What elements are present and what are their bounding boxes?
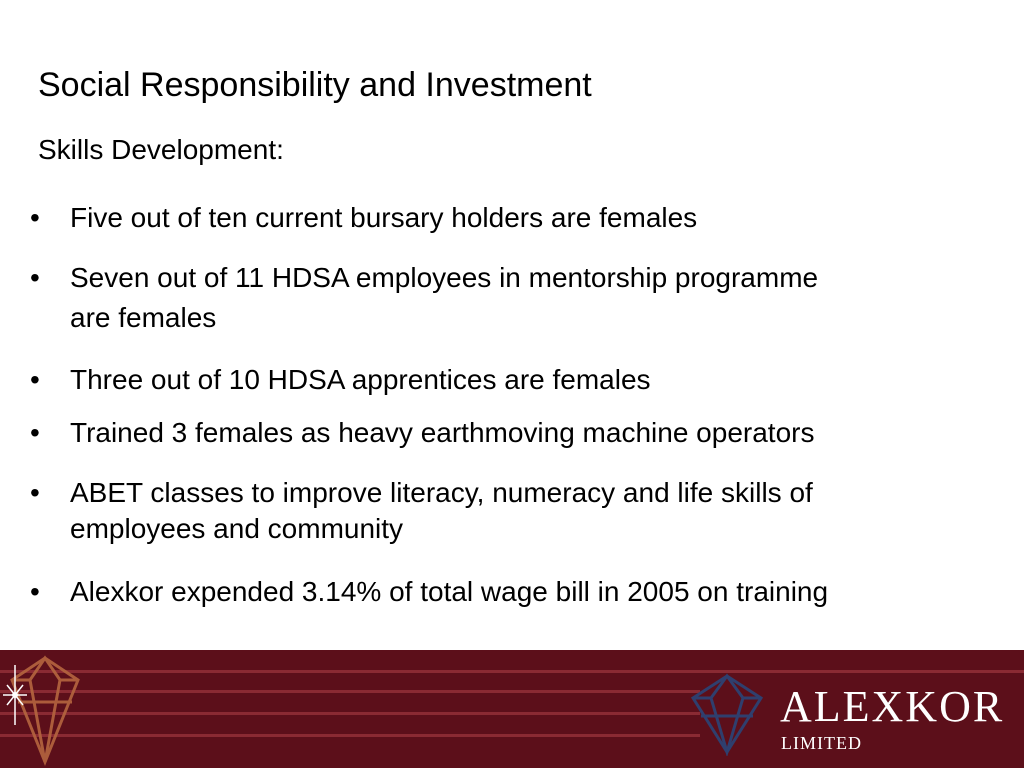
bullet-item	[30, 258, 1005, 338]
bullet-marker: •	[30, 364, 40, 395]
footer-stripe	[0, 670, 1024, 673]
brand-suffix: LIMITED	[781, 733, 862, 753]
bullet-text: Alexkor expended 3.14% of total wage bill in 2005 on training	[70, 576, 829, 607]
bullet-item	[30, 360, 1005, 400]
diamond-emblem-icon	[685, 672, 769, 756]
bullet-marker: •	[30, 417, 40, 448]
bullet-marker: •	[30, 262, 40, 293]
bullet-text: Seven out of 11 HDSA employees in mentorship programme are females	[70, 262, 819, 333]
bullet-marker: •	[30, 576, 40, 607]
brand-name: ALEXKOR	[780, 682, 1005, 731]
bullet-item	[30, 475, 1005, 547]
footer-stripe	[0, 734, 700, 737]
bullet-text: Trained 3 females as heavy earthmoving machine operators	[70, 417, 815, 448]
footer-stripe	[0, 690, 700, 693]
bullet-marker: •	[30, 477, 40, 508]
footer-stripe	[0, 712, 700, 715]
slide-subtitle: Skills Development:	[38, 134, 284, 165]
bullet-item	[30, 198, 1005, 238]
bullet-marker: •	[30, 202, 40, 233]
bullet-text: ABET classes to improve literacy, numeracy and life skills of employees and community	[70, 477, 813, 544]
bullet-text: Three out of 10 HDSA apprentices are females	[70, 364, 651, 395]
bullet-item	[30, 572, 1005, 612]
slide-title: Social Responsibility and Investment	[38, 66, 592, 104]
bullet-text: Five out of ten current bursary holders are females	[70, 202, 698, 233]
sparkle-icon	[0, 660, 30, 730]
bullet-item	[30, 413, 1005, 453]
